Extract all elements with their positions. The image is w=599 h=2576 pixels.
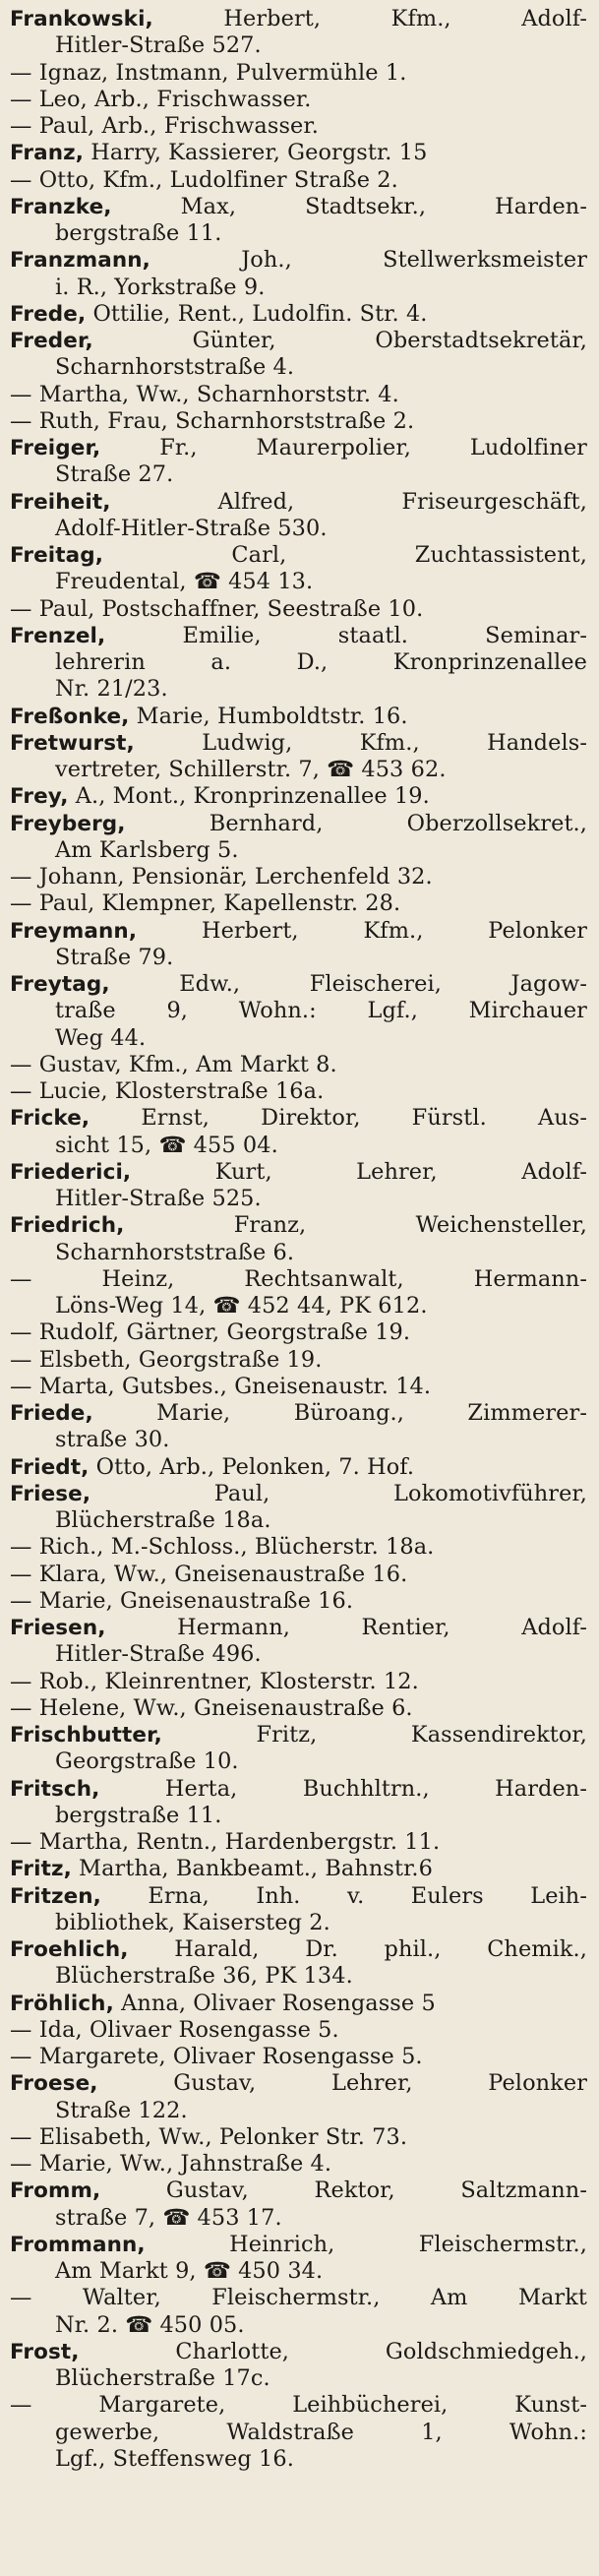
entry-text: — Klara, Ww., Gneisenaustraße 16. — [10, 1561, 408, 1587]
entry-text: Marie, Büroang., Zimmerer- — [92, 1400, 587, 1426]
directory-entry — [10, 2392, 587, 2473]
entry-continuation-line — [10, 1641, 587, 1668]
entry-surname: Fröhlich, — [10, 1991, 114, 2016]
directory-entry — [10, 1695, 587, 1722]
entry-text: — Heinz, Rechtsanwalt, Hermann- — [10, 1265, 587, 1292]
entry-text: — Elisabeth, Ww., Pelonker Str. 73. — [10, 2123, 408, 2150]
entry-surname: Franz, — [10, 141, 85, 166]
directory-entry — [10, 1534, 587, 1561]
entry-continuation-line — [10, 649, 587, 676]
entry-text: Blücherstraße 17c. — [55, 2365, 270, 2391]
entry-continuation-line — [10, 1507, 587, 1534]
entry-text: — Margarete, Leihbücherei, Kunst- — [10, 2392, 587, 2419]
entry-text: — Marie, Gneisenaustraße 16. — [10, 1587, 354, 1614]
entry-first-line — [10, 2177, 587, 2204]
directory-entry — [10, 2177, 587, 2232]
entry-first-line — [10, 1883, 587, 1910]
entry-text: Georgstraße 10. — [55, 1748, 239, 1775]
directory-entry — [10, 542, 587, 596]
entry-first-line — [10, 1991, 587, 2017]
directory-entry — [10, 918, 587, 972]
entry-surname: Franzmann, — [10, 248, 150, 274]
entry-text: — Paul, Postschaffner, Seestraße 10. — [10, 595, 424, 622]
entry-first-line — [10, 247, 587, 274]
entry-first-line — [10, 167, 587, 194]
entry-text: Nr. 2. ☎ 450 05. — [55, 2311, 245, 2338]
entry-surname: Friederici, — [10, 1159, 132, 1185]
entry-surname: Fromm, — [10, 2178, 101, 2204]
directory-entry — [10, 408, 587, 435]
entry-continuation-line — [10, 676, 587, 703]
directory-entry — [10, 60, 587, 87]
entry-text: Otto, Arb., Pelonken, 7. Hof. — [89, 1453, 415, 1480]
entry-text: Hitler-Straße 525. — [55, 1186, 262, 1211]
entry-first-line — [10, 811, 587, 837]
entry-first-line — [10, 623, 587, 649]
entry-first-line — [10, 1052, 587, 1078]
entry-first-line — [10, 1266, 587, 1293]
entry-surname: Fretwurst, — [10, 730, 135, 756]
entry-continuation-line — [10, 220, 587, 247]
entry-first-line — [10, 783, 587, 810]
entry-first-line — [10, 194, 587, 220]
entry-text: i. R., Yorkstraße 9. — [55, 274, 266, 300]
entry-text: — Ida, Olivaer Rosengasse 5. — [10, 2016, 339, 2043]
directory-entry — [10, 1669, 587, 1695]
directory-entry — [10, 328, 587, 382]
entry-continuation-line — [10, 275, 587, 301]
entry-text: Hitler-Straße 527. — [55, 32, 262, 59]
directory-entry — [10, 167, 587, 194]
entry-text: — Elsbeth, Georgstraße 19. — [10, 1346, 323, 1373]
entry-surname: Freiger, — [10, 436, 101, 460]
entry-continuation-line — [10, 461, 587, 488]
entry-first-line — [10, 301, 587, 328]
entry-text: — Lucie, Klosterstraße 16a. — [10, 1078, 325, 1104]
entry-first-line — [10, 435, 587, 461]
directory-entry — [10, 971, 587, 1052]
entry-text: Marie, Humboldtstr. 16. — [129, 703, 408, 729]
entry-surname: Frommann, — [10, 2232, 146, 2257]
entry-text: traße 9, Wohn.: Lgf., Mirchauer — [55, 998, 587, 1024]
entry-surname: Froese, — [10, 2071, 98, 2097]
entry-continuation-line — [10, 2312, 587, 2339]
entry-surname: Frey, — [10, 784, 69, 810]
entry-first-line — [10, 1319, 587, 1346]
entry-first-line — [10, 113, 587, 140]
entry-first-line — [10, 87, 587, 113]
directory-entry — [10, 2151, 587, 2177]
entry-text: — Martha, Rentn., Hardenbergstr. 11. — [10, 1829, 441, 1855]
entry-continuation-line — [10, 516, 587, 542]
entry-text: Anna, Olivaer Rosengasse 5 — [113, 1990, 436, 2016]
entry-text: Emilie, staatl. Seminar- — [105, 622, 587, 648]
entry-text: Heinrich, Fleischermstr., — [145, 2231, 587, 2257]
entry-surname: Friese, — [10, 1481, 91, 1506]
directory-entry — [10, 623, 587, 704]
directory-entry — [10, 1319, 587, 1346]
entry-continuation-line — [10, 1293, 587, 1319]
entry-text: — Rich., M.-Schloss., Blücherstr. 18a. — [10, 1534, 435, 1561]
entry-first-line — [10, 60, 587, 87]
directory-entry — [10, 1883, 587, 1937]
entry-text: Straße 122. — [55, 2097, 188, 2123]
entry-first-line — [10, 1695, 587, 1722]
directory-entry — [10, 247, 587, 301]
entry-first-line — [10, 2124, 587, 2151]
directory-entry — [10, 382, 587, 408]
entry-first-line — [10, 1212, 587, 1239]
entry-text: Herbert, Kfm., Pelonker — [137, 917, 587, 944]
entry-text: Harald, Dr. phil., Chemik., — [128, 1936, 587, 1962]
directory-entry — [10, 730, 587, 784]
entry-text: Am Karlsberg 5. — [55, 836, 239, 863]
entry-surname: Frost, — [10, 2339, 80, 2364]
entry-first-line — [10, 1105, 587, 1132]
entry-text: Herta, Buchhltrn., Harden- — [99, 1775, 587, 1802]
entry-text: Carl, Zuchtassistent, — [103, 542, 587, 568]
directory-entry — [10, 1481, 587, 1535]
directory-entry — [10, 1722, 587, 1776]
entry-surname: Friedrich, — [10, 1213, 125, 1239]
directory-entry — [10, 2017, 587, 2044]
entry-text: — Walter, Fleischermstr., Am Markt — [10, 2285, 587, 2311]
directory-entry — [10, 2285, 587, 2339]
entry-text: — Marie, Ww., Jahnstraße 4. — [10, 2151, 332, 2177]
directory-entry — [10, 1347, 587, 1374]
entry-first-line — [10, 1615, 587, 1641]
entry-surname: Frischbutter, — [10, 1723, 162, 1748]
entry-text: Blücherstraße 18a. — [55, 1507, 271, 1533]
entry-first-line — [10, 1454, 587, 1481]
entry-surname: Freiheit, — [10, 489, 111, 515]
entry-text: Lgf., Steffensweg 16. — [55, 2445, 294, 2472]
entry-first-line — [10, 6, 587, 32]
directory-entry — [10, 1454, 587, 1481]
entry-continuation-line — [10, 569, 587, 595]
entry-continuation-line — [10, 1186, 587, 1212]
directory-entry — [10, 1374, 587, 1400]
directory-entry — [10, 2339, 587, 2393]
directory-entry — [10, 1562, 587, 1588]
entry-continuation-line — [10, 1748, 587, 1775]
entry-surname: Frankowski, — [10, 7, 153, 31]
entry-surname: Frede, — [10, 301, 87, 327]
entry-text: Scharnhorststraße 6. — [55, 1239, 295, 1265]
entry-continuation-line — [10, 1133, 587, 1159]
entry-continuation-line — [10, 2098, 587, 2124]
entry-first-line — [10, 382, 587, 408]
entry-first-line — [10, 971, 587, 998]
entry-text: — Leo, Arb., Frischwasser. — [10, 86, 312, 112]
entry-continuation-line — [10, 32, 587, 59]
directory-entry — [10, 1615, 587, 1669]
entry-text: gewerbe, Waldstraße 1, Wohn.: — [55, 2419, 587, 2445]
entry-text: Martha, Bankbeamt., Bahnstr.6 — [71, 1856, 433, 1882]
directory-entry — [10, 1991, 587, 2017]
entry-first-line — [10, 1669, 587, 1695]
entry-first-line — [10, 2392, 587, 2419]
entry-text: — Ignaz, Instmann, Pulvermühle 1. — [10, 59, 407, 86]
directory-entry — [10, 87, 587, 113]
entry-first-line — [10, 2070, 587, 2097]
entry-continuation-line — [10, 354, 587, 381]
entry-text: Max, Stadtsekr., Harden- — [111, 193, 587, 219]
entry-surname: Freßonke, — [10, 704, 130, 729]
entry-first-line — [10, 328, 587, 354]
entry-text: Edw., Fleischerei, Jagow- — [109, 971, 587, 997]
entry-text: — Rudolf, Gärtner, Georgstraße 19. — [10, 1319, 411, 1346]
entry-text: vertreter, Schillerstr. 7, ☎ 453 62. — [55, 757, 447, 782]
entry-text: Hermann, Rentier, Adolf- — [105, 1615, 587, 1640]
entry-text: — Paul, Arb., Frischwasser. — [10, 113, 319, 139]
entry-text: Gustav, Rektor, Saltzmann- — [100, 2177, 587, 2204]
entry-text: bergstraße 11. — [55, 220, 222, 246]
directory-entry — [10, 890, 587, 917]
entry-text: — Otto, Kfm., Ludolfiner Straße 2. — [10, 166, 398, 193]
entry-first-line — [10, 408, 587, 435]
entry-text: Ludwig, Kfm., Handels- — [134, 729, 587, 756]
entry-text: — Margarete, Olivaer Rosengasse 5. — [10, 2044, 423, 2069]
directory-entry — [10, 6, 587, 60]
entry-first-line — [10, 1347, 587, 1374]
entry-continuation-line — [10, 1803, 587, 1829]
entry-first-line — [10, 1534, 587, 1561]
entry-text: Nr. 21/23. — [55, 676, 168, 703]
entry-continuation-line — [10, 2365, 587, 2392]
directory-entry — [10, 1266, 587, 1320]
entry-surname: Friedt, — [10, 1454, 90, 1480]
entry-surname: Friede, — [10, 1401, 93, 1426]
entry-surname: Froehlich, — [10, 1937, 129, 1962]
directory-entry — [10, 2070, 587, 2124]
directory-entry — [10, 140, 587, 166]
entry-text: Weg 44. — [55, 1024, 147, 1051]
directory-entry — [10, 1105, 587, 1159]
entry-text: — Johann, Pensionär, Lerchenfeld 32. — [10, 864, 433, 889]
entry-first-line — [10, 1078, 587, 1105]
entry-first-line — [10, 730, 587, 757]
entry-surname: Freder, — [10, 329, 93, 353]
directory-entry — [10, 704, 587, 730]
entry-surname: Franzke, — [10, 194, 112, 219]
entry-first-line — [10, 140, 587, 166]
entry-text: — Marta, Gutsbes., Gneisenaustr. 14. — [10, 1373, 432, 1399]
entry-first-line — [10, 1856, 587, 1882]
entry-text: Charlotte, Goldschmiedgeh., — [79, 2338, 587, 2364]
directory-entry — [10, 1588, 587, 1615]
entry-text: — Helene, Ww., Gneisenaustraße 6. — [10, 1694, 413, 1721]
entry-first-line — [10, 704, 587, 730]
entry-first-line — [10, 2017, 587, 2044]
entry-continuation-line — [10, 757, 587, 783]
entry-continuation-line — [10, 1427, 587, 1453]
entry-text: Alfred, Friseurgeschäft, — [110, 488, 587, 515]
directory-entry — [10, 1829, 587, 1856]
entry-continuation-line — [10, 1025, 587, 1052]
entry-text: Fr., Maurerpolier, Ludolfiner — [100, 435, 587, 460]
directory-entry — [10, 1400, 587, 1454]
entry-text: Adolf-Hitler-Straße 530. — [55, 515, 328, 541]
entry-first-line — [10, 2232, 587, 2258]
directory-entry — [10, 1159, 587, 1213]
entry-continuation-line — [10, 2420, 587, 2446]
entry-text: — Ruth, Frau, Scharnhorststraße 2. — [10, 407, 415, 434]
entry-first-line — [10, 1776, 587, 1803]
directory-entry — [10, 2044, 587, 2070]
entry-continuation-line — [10, 998, 587, 1024]
entry-text: Scharnhorststraße 4. — [55, 354, 295, 381]
directory-entry — [10, 1856, 587, 1882]
entry-first-line — [10, 2151, 587, 2177]
entry-text: Straße 79. — [55, 944, 174, 970]
entry-first-line — [10, 890, 587, 917]
directory-entry — [10, 1052, 587, 1078]
directory-entry — [10, 2124, 587, 2151]
entry-text: Günter, Oberstadtsekretär, — [92, 328, 587, 353]
entry-surname: Freyberg, — [10, 811, 126, 836]
entry-first-line — [10, 1159, 587, 1186]
directory-entry — [10, 489, 587, 543]
entry-text: Bernhard, Oberzollsekret., — [125, 810, 587, 836]
directory-entry — [10, 1936, 587, 1991]
entry-first-line — [10, 1481, 587, 1507]
entry-continuation-line — [10, 1963, 587, 1990]
entry-continuation-line — [10, 2258, 587, 2285]
entry-surname: Fricke, — [10, 1106, 90, 1132]
entry-surname: Frenzel, — [10, 623, 106, 648]
entry-text: Gustav, Lehrer, Pelonker — [97, 2070, 587, 2097]
entry-first-line — [10, 1562, 587, 1588]
directory-entry — [10, 783, 587, 810]
entry-surname: Fritz, — [10, 1857, 72, 1882]
entry-text: Löns-Weg 14, ☎ 452 44, PK 612. — [55, 1293, 428, 1319]
entry-text: lehrerin a. D., Kronprinzenallee — [55, 649, 587, 675]
entry-first-line — [10, 542, 587, 569]
entry-text: Am Markt 9, ☎ 450 34. — [55, 2258, 324, 2284]
entry-text: Straße 27. — [55, 461, 174, 488]
directory-entry — [10, 811, 587, 865]
entry-text: Fritz, Kassendirektor, — [161, 1722, 587, 1748]
entry-text: Paul, Lokomotivführer, — [90, 1480, 587, 1506]
directory-entry — [10, 194, 587, 248]
entry-text: Blücherstraße 36, PK 134. — [55, 1963, 353, 1990]
entry-text: Kurt, Lehrer, Adolf- — [131, 1158, 587, 1185]
directory-entry — [10, 864, 587, 890]
entry-text: Harry, Kassierer, Georgstr. 15 — [84, 140, 428, 166]
entry-first-line — [10, 596, 587, 623]
entry-first-line — [10, 489, 587, 516]
entry-text: Herbert, Kfm., Adolf- — [152, 6, 587, 31]
directory-entry — [10, 1078, 587, 1105]
entry-continuation-line — [10, 2446, 587, 2473]
directory-entry — [10, 301, 587, 328]
entry-text: bergstraße 11. — [55, 1802, 222, 1828]
entry-continuation-line — [10, 1910, 587, 1936]
entry-surname: Fritsch, — [10, 1776, 100, 1802]
entry-text: — Paul, Klempner, Kapellenstr. 28. — [10, 890, 401, 917]
entry-continuation-line — [10, 837, 587, 864]
entry-text: Hitler-Straße 496. — [55, 1641, 262, 1668]
entry-text: sicht 15, ☎ 455 04. — [55, 1132, 278, 1158]
entry-first-line — [10, 2044, 587, 2070]
entry-text: Ottilie, Rent., Ludolfin. Str. 4. — [86, 300, 428, 327]
entry-first-line — [10, 1374, 587, 1400]
entry-continuation-line — [10, 945, 587, 971]
entry-surname: Friesen, — [10, 1616, 106, 1640]
entry-first-line — [10, 1400, 587, 1427]
directory-entry — [10, 113, 587, 140]
entry-surname: Fritzen, — [10, 1883, 101, 1909]
entry-first-line — [10, 2339, 587, 2365]
entry-text: Franz, Weichensteller, — [124, 1212, 587, 1239]
directory-entry — [10, 435, 587, 489]
entry-text: straße 7, ☎ 453 17. — [55, 2204, 282, 2231]
entry-text: — Rob., Kleinrentner, Klosterstr. 12. — [10, 1668, 419, 1694]
entry-continuation-line — [10, 2205, 587, 2232]
entry-first-line — [10, 1722, 587, 1748]
entry-surname: Freymann, — [10, 918, 138, 944]
entry-surname: Freytag, — [10, 972, 110, 997]
directory-entry — [10, 1776, 587, 1830]
entry-text: Ernst, Direktor, Fürstl. Aus- — [90, 1105, 587, 1132]
entry-text: bibliothek, Kaiserstеg 2. — [55, 1909, 330, 1935]
entry-text: A., Mont., Kronprinzenallee 19. — [68, 783, 430, 810]
entry-text: — Gustav, Kfm., Am Markt 8. — [10, 1051, 337, 1077]
entry-text: Joh., Stellwerksmeister — [150, 247, 587, 274]
directory-entry — [10, 2232, 587, 2286]
entry-first-line — [10, 2285, 587, 2311]
directory-entry — [10, 1212, 587, 1266]
entry-text: — Martha, Ww., Scharnhorststr. 4. — [10, 381, 399, 407]
entry-first-line — [10, 918, 587, 945]
directory-entry — [10, 596, 587, 623]
entry-first-line — [10, 1936, 587, 1963]
entry-continuation-line — [10, 1240, 587, 1266]
entry-text: straße 30. — [55, 1427, 170, 1453]
entry-first-line — [10, 864, 587, 890]
entry-text: Freudental, ☎ 454 13. — [55, 569, 314, 595]
entry-surname: Freitag, — [10, 543, 104, 568]
entry-first-line — [10, 1588, 587, 1615]
entry-text: Erna, Inh. v. Eulers Leih- — [100, 1882, 587, 1909]
entry-first-line — [10, 1829, 587, 1856]
